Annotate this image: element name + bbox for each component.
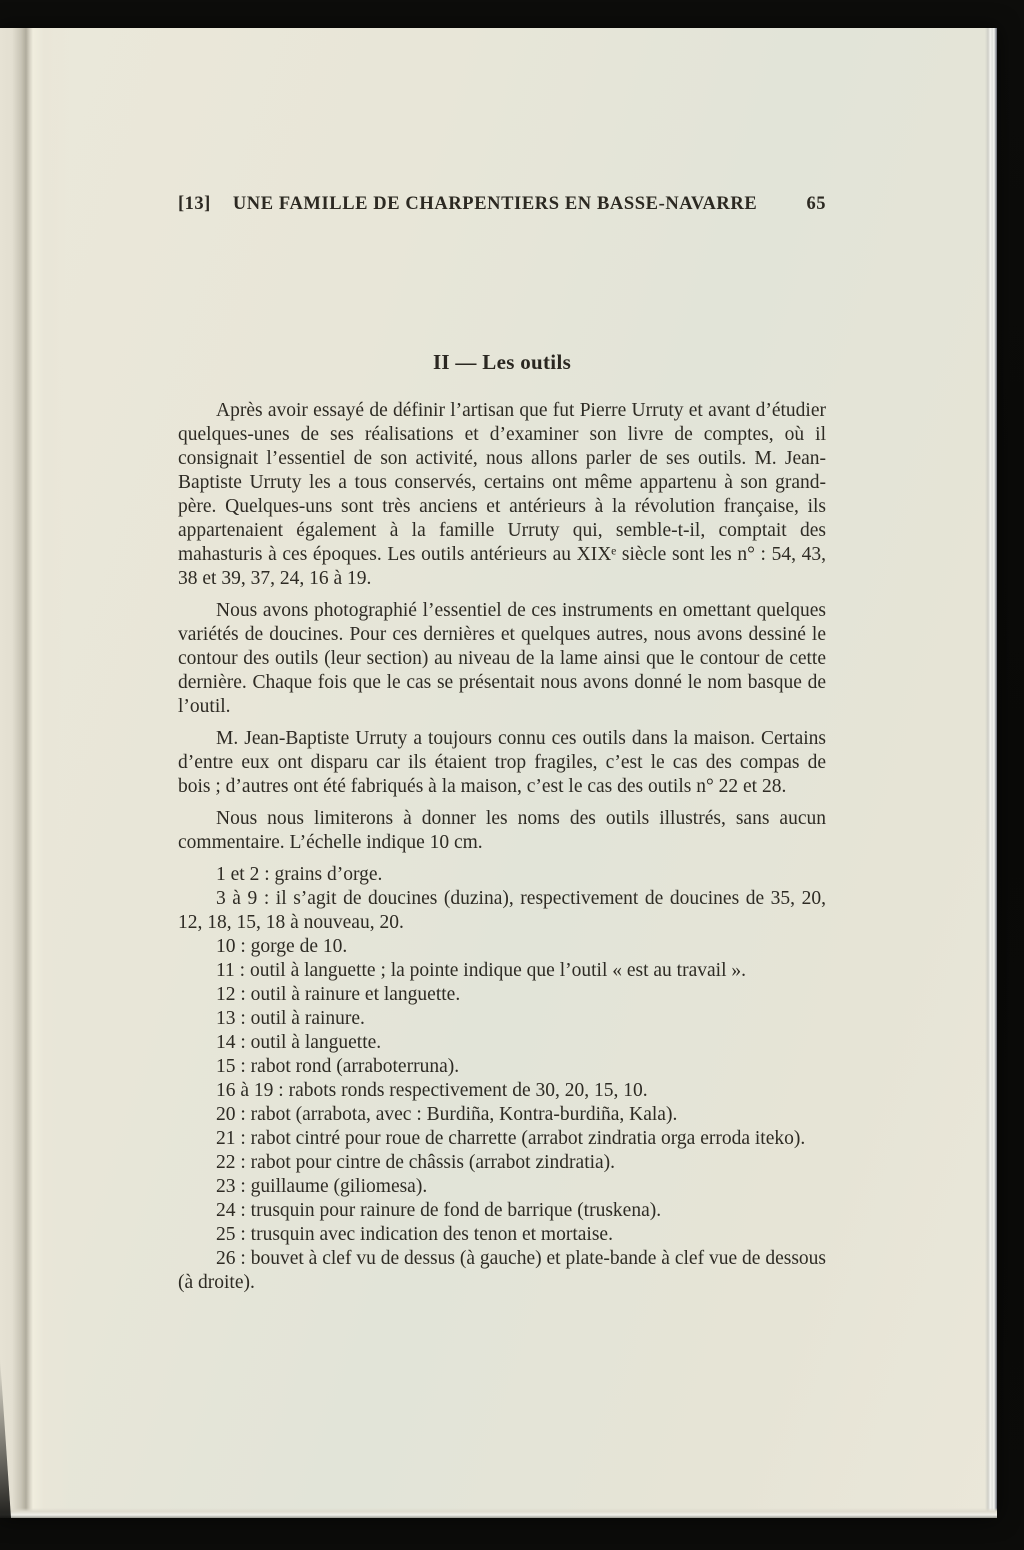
tool-list-item: 26 : bouvet à clef vu de dessus (à gauche) et plate-bande à clef vue de dessous (à droite). (178, 1248, 826, 1293)
running-title: UNE FAMILLE DE CHARPENTIERS EN BASSE-NAVARRE (232, 194, 758, 214)
tool-list-item: 11 : outil à languette ; la pointe indique que l’outil « est au travail ». (216, 960, 746, 981)
page-fore-edge (985, 28, 997, 1518)
tool-list-item: 24 : trusquin pour rainure de fond de barrique (truskena). (216, 1200, 662, 1221)
page-gutter-shadow (0, 28, 70, 1518)
tool-list-item: 21 : rabot cintré pour roue de charrette (arrabot zindratia orga erroda iteko). (216, 1128, 806, 1149)
tool-list-item: 14 : outil à languette. (216, 1032, 382, 1053)
tool-list-item: 10 : gorge de 10. (216, 936, 348, 957)
tool-list-item: 16 à 19 : rabots ronds respectivement de 30, 20, 15, 10. (216, 1080, 648, 1101)
body-text (178, 399, 826, 1295)
tool-list (178, 863, 826, 1295)
page-number: 65 (806, 194, 826, 214)
citation-number: [13] (178, 194, 211, 214)
tool-list-item: 3 à 9 : il s’agit de doucines (duzina), respectivement de doucines de 35, 20, 12, 18, 15, 18 à nouveau, 20. (178, 888, 826, 933)
paragraph: Après avoir essayé de définir l’artisan que fut Pierre Urruty et avant d’étudier quelques-unes de ses réalisations et d’examiner son livre de comptes, où il consignait l’essentiel de son activité, nous allons parler de ses outils. M. Jean-Baptiste Urruty les a tous conservés, certains ont même appartenu à son grand-père. Quelques-uns sont très anciens et antérieurs à la révolution française, ils appartenaient également à la famille Urruty qui, semble-t-il, comptait des mahasturis à ces époques. Les outils antérieurs au XIXᵉ siècle sont les n° : 54, 43, 38 et 39, 37, 24, 16 à 19. (178, 400, 826, 589)
book-page (0, 28, 997, 1518)
tool-list-item: 23 : guillaume (giliomesa). (216, 1176, 428, 1197)
tool-list-item: 13 : outil à rainure. (216, 1008, 365, 1029)
paragraph: Nous avons photographié l’essentiel de ces instruments en omettant quelques variétés de doucines. Pour ces dernières et quelques autres, nous avons dessiné le contour des outils (leur section) au niveau de la lame ainsi que le contour de cette dernière. Chaque fois que le cas se présentait nous avons donné le nom basque de l’outil. (178, 600, 826, 717)
page-corner-shadow (0, 1358, 11, 1518)
page-bottom-edge (0, 1508, 997, 1518)
tool-list-item: 1 et 2 : grains d’orge. (216, 864, 383, 885)
tool-list-item: 15 : rabot rond (arraboterruna). (216, 1056, 460, 1077)
paragraph: M. Jean-Baptiste Urruty a toujours connu ces outils dans la maison. Certains d’entre eux ont disparu car ils étaient trop fragiles, c’est le cas des compas de bois ; d’autres ont été fabriqués à la maison, c’est le cas des outils n° 22 et 28. (178, 728, 826, 797)
tool-list-item: 25 : trusquin avec indication des tenon et mortaise. (216, 1224, 613, 1245)
tool-list-item: 20 : rabot (arrabota, avec : Burdiña, Kontra-burdiña, Kala). (216, 1104, 678, 1125)
tool-list-item: 22 : rabot pour cintre de châssis (arrabot zindratia). (216, 1152, 616, 1173)
paragraphs (178, 399, 826, 855)
section-title: II — Les outils (432, 350, 572, 374)
tool-list-item: 12 : outil à rainure et languette. (216, 984, 461, 1005)
paragraph: Nous nous limiterons à donner les noms des outils illustrés, sans aucun commentaire. L’échelle indique 10 cm. (178, 808, 826, 853)
running-header (178, 194, 826, 215)
